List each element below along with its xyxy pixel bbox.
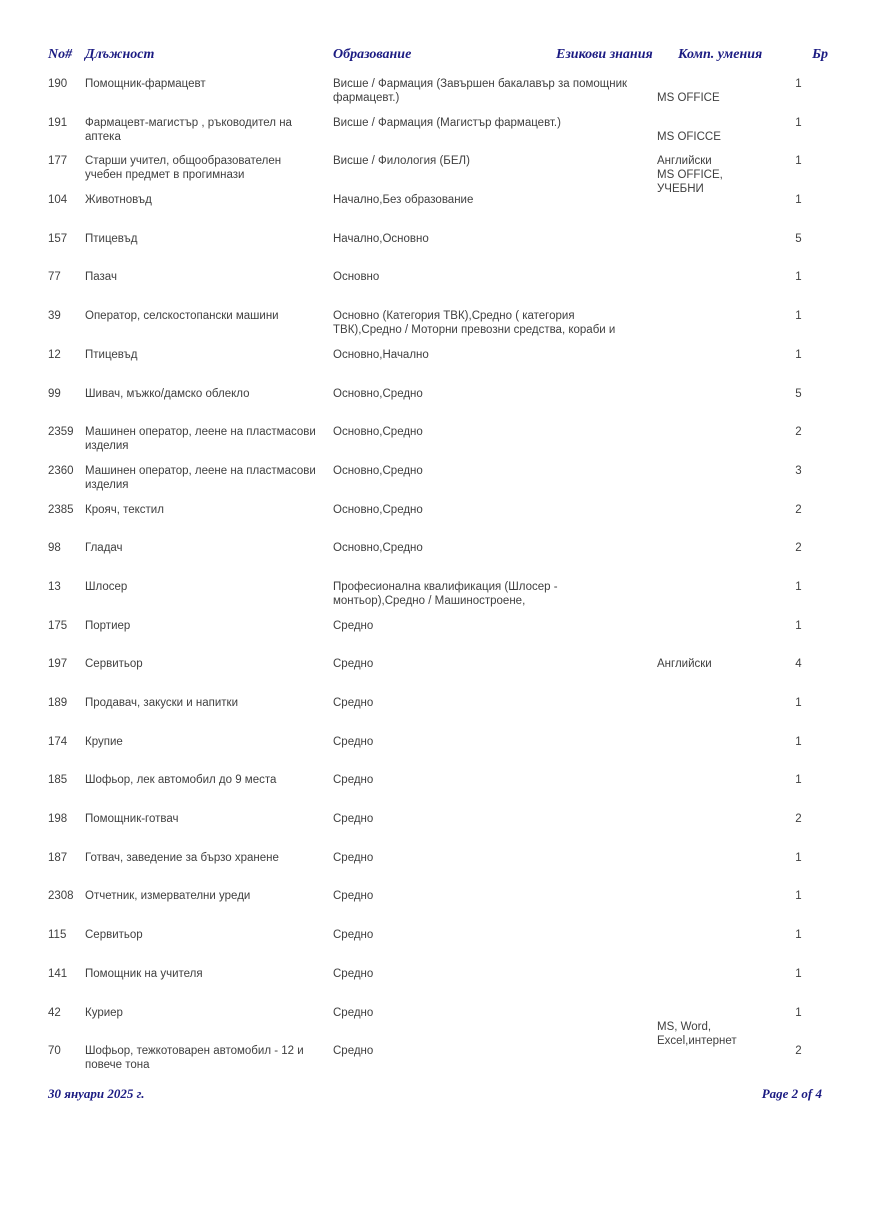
header-computer: Комп. умения [678, 47, 763, 62]
table-row [48, 309, 822, 348]
computer-skills: MS OFICCE [657, 130, 721, 143]
position-title: Фармацевт-магистър , ръководител на аптека [85, 116, 292, 143]
skills-cell [657, 580, 775, 594]
row-number: 42 [48, 1006, 61, 1019]
language-skills [657, 348, 759, 362]
skills-cell [657, 77, 775, 105]
row-number: 175 [48, 619, 68, 632]
skills-cell [657, 154, 775, 196]
language-skills [657, 387, 759, 401]
page-footer [48, 1086, 822, 1102]
language-skills: Английски [657, 155, 712, 168]
table-row [48, 193, 822, 232]
table-row [48, 735, 822, 774]
footer-page-label: Page 2 of 4 [761, 1086, 822, 1101]
count-value: 1 [795, 580, 802, 593]
table-row [48, 154, 822, 196]
skills-cell [657, 1044, 775, 1058]
table-row [48, 387, 822, 426]
count-value: 2 [795, 1045, 802, 1058]
row-number: 77 [48, 271, 61, 284]
count-value: 1 [795, 619, 802, 632]
count-value: 1 [795, 271, 802, 284]
table-row [48, 541, 822, 580]
computer-skills: MS, Word, Excel,интернет [657, 1020, 737, 1047]
skills-cell [657, 232, 775, 246]
position-title: Шлосер [85, 580, 128, 593]
position-title: Сервитьор [85, 929, 143, 942]
row-number: 13 [48, 580, 61, 593]
language-skills [657, 309, 759, 323]
skills-cell [657, 193, 775, 207]
computer-skills: MS OFFICE, УЧЕБНИ [657, 169, 723, 196]
language-skills [657, 232, 759, 246]
education-text: Средно [333, 619, 374, 632]
education-text: Основно,Средно [333, 426, 423, 439]
count-value: 1 [795, 774, 802, 787]
row-number: 2360 [48, 464, 74, 477]
education-text: Професионална квалификация (Шлосер - монтьор),Средно / Машиностроене, [333, 580, 558, 607]
skills-cell [657, 967, 775, 981]
count-value: 1 [795, 890, 802, 903]
education-text: Основно,Средно [333, 503, 423, 516]
row-number: 12 [48, 348, 61, 361]
count-value: 2 [795, 426, 802, 439]
position-title: Портиер [85, 619, 131, 632]
position-title: Птицевъд [85, 348, 138, 361]
table-row [48, 657, 822, 696]
skills-cell [657, 503, 775, 517]
education-text: Висше / Фармация (Магистър фармацевт.) [333, 116, 561, 129]
table-row [48, 696, 822, 735]
education-text: Средно [333, 1045, 374, 1058]
row-number: 2359 [48, 426, 74, 439]
row-number: 141 [48, 967, 68, 980]
skills-cell [657, 889, 775, 903]
row-number: 191 [48, 116, 68, 129]
row-number: 99 [48, 387, 61, 400]
education-text: Средно [333, 735, 374, 748]
position-title: Пазач [85, 271, 117, 284]
position-title: Продавач, закуски и напитки [85, 697, 239, 709]
row-number: 187 [48, 851, 68, 864]
table-row [48, 967, 822, 1006]
count-value: 1 [795, 1006, 802, 1019]
education-text: Основно,Средно [333, 464, 423, 477]
position-title: Крупие [85, 735, 123, 748]
language-skills [657, 928, 759, 942]
row-number: 190 [48, 78, 68, 90]
count-value: 3 [795, 464, 802, 477]
row-number: 2308 [48, 890, 74, 903]
language-skills [657, 503, 759, 517]
education-text: Основно [333, 271, 380, 284]
position-title: Шофьор, тежкотоварен автомобил - 12 и повече тона [85, 1045, 304, 1072]
row-number: 2385 [48, 503, 74, 516]
education-text: Основно,Начално [333, 348, 429, 361]
position-title: Машинен оператор, леене на пластмасови изделия [85, 426, 316, 453]
education-text: Средно [333, 697, 374, 709]
table-row [48, 889, 822, 928]
table-row [48, 348, 822, 387]
position-title: Готвач, заведение за бързо хранене [85, 851, 279, 864]
position-title: Отчетник, измервателни уреди [85, 890, 251, 903]
position-title: Куриер [85, 1006, 123, 1019]
position-title: Крояч, текстил [85, 503, 164, 516]
table-row [48, 503, 822, 542]
header-count: Бр [812, 47, 828, 62]
education-text: Висше / Филология (БЕЛ) [333, 155, 470, 168]
row-number: 198 [48, 813, 68, 826]
count-value: 2 [795, 503, 802, 516]
skills-cell [657, 696, 775, 710]
table-row [48, 116, 822, 155]
count-value: 1 [795, 78, 802, 90]
skills-cell [657, 387, 775, 401]
count-value: 5 [795, 232, 802, 245]
count-value: 5 [795, 387, 802, 400]
position-title: Оператор, селскостопански машини [85, 310, 279, 323]
language-skills [657, 580, 759, 594]
count-value: 1 [795, 929, 802, 942]
table-row [48, 1044, 822, 1083]
count-value: 1 [795, 116, 802, 129]
education-text: Средно [333, 1006, 374, 1019]
count-value: 1 [795, 697, 802, 709]
language-skills [657, 464, 759, 478]
table-row [48, 232, 822, 271]
skills-cell [657, 812, 775, 826]
row-number: 115 [48, 929, 67, 942]
language-skills [657, 116, 759, 130]
position-title: Шофьор, лек автомобил до 9 места [85, 774, 277, 787]
table-row [48, 580, 822, 619]
language-skills [657, 619, 759, 633]
language-skills [657, 541, 759, 555]
position-title: Сервитьор [85, 658, 143, 671]
position-title: Машинен оператор, леене на пластмасови изделия [85, 464, 316, 491]
language-skills [657, 735, 759, 749]
education-text: Висше / Фармация (Завършен бакалавър за помощник фармацевт.) [333, 78, 628, 104]
table-row [48, 619, 822, 658]
row-number: 104 [48, 194, 68, 207]
row-number: 98 [48, 542, 61, 555]
header-no: No# [48, 47, 73, 62]
education-text: Средно [333, 929, 374, 942]
position-title: Помощник-готвач [85, 813, 179, 826]
position-title: Гладач [85, 542, 123, 555]
row-number: 177 [48, 155, 68, 168]
skills-cell [657, 309, 775, 323]
skills-cell [657, 116, 775, 144]
count-value: 1 [795, 348, 802, 361]
skills-cell [657, 928, 775, 942]
header-languages: Езикови знания [556, 47, 653, 62]
skills-cell [657, 348, 775, 362]
count-value: 4 [795, 658, 802, 671]
count-value: 2 [795, 542, 802, 555]
position-title: Старши учител, общообразователен учебен предмет в прогимнази [85, 155, 282, 182]
education-text: Основно,Средно [333, 542, 423, 555]
education-text: Начално,Основно [333, 232, 429, 245]
row-number: 189 [48, 697, 68, 709]
table-row [48, 464, 822, 503]
education-text: Средно [333, 813, 374, 826]
row-number: 174 [48, 735, 68, 748]
skills-cell [657, 464, 775, 478]
table-row [48, 77, 822, 116]
row-number: 70 [48, 1045, 61, 1058]
footer-date: 30 януари 2025 г. [48, 1086, 145, 1101]
skills-cell [657, 425, 775, 439]
table-body [48, 77, 822, 1083]
skills-cell [657, 851, 775, 865]
education-text: Основно (Категория ТВК),Средно ( категория ТВК),Средно / Моторни превозни средства, кораби и [333, 310, 616, 337]
education-text: Начално,Без образование [333, 194, 474, 207]
language-skills [657, 851, 759, 865]
language-skills [657, 967, 759, 981]
position-title: Шивач, мъжко/дамско облекло [85, 387, 250, 400]
language-skills [657, 696, 759, 710]
row-number: 157 [48, 232, 68, 245]
table-row [48, 1006, 822, 1045]
count-value: 1 [795, 851, 802, 864]
table-row [48, 425, 822, 464]
computer-skills: MS OFFICE [657, 92, 720, 104]
row-number: 39 [48, 310, 61, 323]
language-skills [657, 193, 759, 207]
count-value: 2 [795, 813, 802, 826]
table-row [48, 812, 822, 851]
count-value: 1 [795, 310, 802, 323]
language-skills [657, 1006, 759, 1020]
table-row [48, 928, 822, 967]
table-row [48, 851, 822, 890]
education-text: Средно [333, 658, 374, 671]
language-skills [657, 77, 759, 91]
education-text: Средно [333, 890, 374, 903]
count-value: 1 [795, 967, 802, 980]
language-skills [657, 425, 759, 439]
skills-cell [657, 657, 775, 671]
skills-cell [657, 1006, 775, 1048]
language-skills [657, 812, 759, 826]
position-title: Помощник-фармацевт [85, 78, 206, 90]
row-number: 197 [48, 658, 68, 671]
row-number: 185 [48, 774, 68, 787]
skills-cell [657, 270, 775, 284]
position-title: Животновъд [85, 194, 152, 207]
skills-cell [657, 541, 775, 555]
skills-cell [657, 735, 775, 749]
language-skills: Английски [657, 658, 712, 671]
education-text: Средно [333, 851, 374, 864]
language-skills [657, 270, 759, 284]
count-value: 1 [795, 194, 802, 207]
language-skills [657, 1044, 759, 1058]
language-skills [657, 889, 759, 903]
count-value: 1 [795, 735, 802, 748]
position-title: Птицевъд [85, 232, 138, 245]
language-skills [657, 773, 759, 787]
table-header [48, 46, 837, 63]
skills-cell [657, 619, 775, 633]
table-row [48, 270, 822, 309]
skills-cell [657, 773, 775, 787]
header-education: Образование [333, 47, 412, 62]
header-position: Длъжност [85, 47, 155, 62]
position-title: Помощник на учителя [85, 967, 203, 980]
education-text: Основно,Средно [333, 387, 423, 400]
table-row [48, 773, 822, 812]
education-text: Средно [333, 967, 374, 980]
count-value: 1 [795, 155, 802, 168]
education-text: Средно [333, 774, 374, 787]
